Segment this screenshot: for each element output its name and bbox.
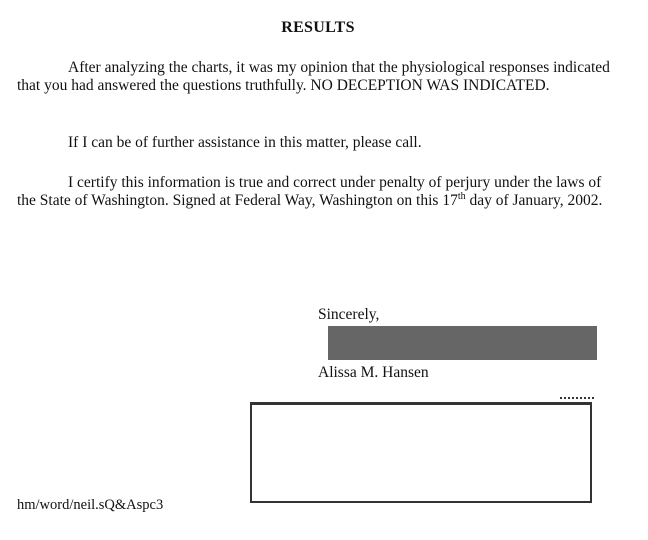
certification-paragraph	[17, 174, 613, 210]
file-path-footer: hm/word/neil.sQ&Aspc3	[17, 497, 164, 513]
results-heading: RESULTS	[281, 19, 355, 36]
certification-date-text: day of January, 2002.	[465, 192, 603, 209]
opinion-paragraph: After analyzing the charts, it was my opinion that the physiological responses indicated that you had answered the questions truthfully. NO DECEPTION WAS INDICATED.	[17, 59, 610, 94]
certification-text: I certify this information is true and correct under penalty of perjury under the laws of the State of Washington. Signed at Federal Way, Washington on this 17	[17, 174, 602, 209]
redacted-signature	[328, 326, 597, 360]
assistance-paragraph: If I can be of further assistance in this matter, please call.	[68, 134, 422, 151]
stamp-box	[250, 402, 592, 503]
signer-name: Alissa M. Hansen	[318, 364, 429, 381]
closing-salutation: Sincerely,	[318, 306, 380, 323]
date-ordinal-suffix: th	[457, 190, 466, 202]
